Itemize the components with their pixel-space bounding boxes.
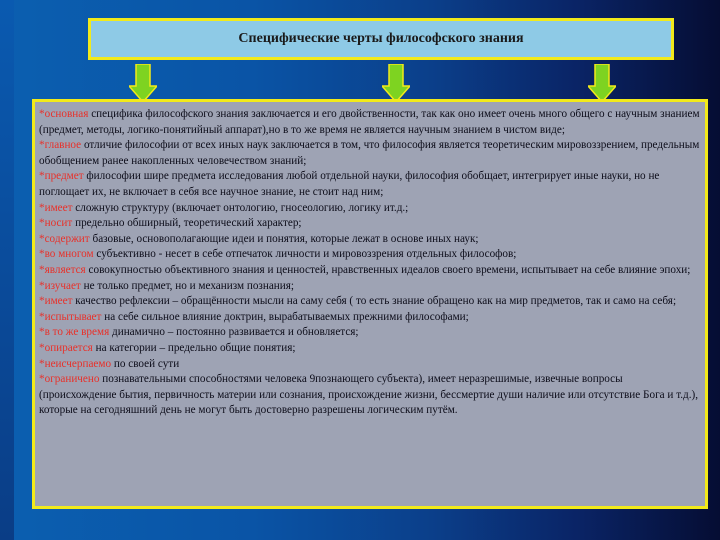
list-item-keyword: *основная [39,108,89,120]
list-item-text: сложную структуру (включает онтологию, гносеологию, логику ит.д.; [72,201,409,214]
list-item-keyword: *является [39,263,86,276]
list-item-keyword: *имеет [39,201,73,214]
list-item-keyword: *испытывает [39,310,102,323]
down-arrow-icon [129,64,157,102]
list-item-keyword: *содержит [39,232,90,245]
list-item [39,310,701,326]
list-item-text: субъективно - несет в себе отпечаток личности и мировоззрения отдельных философов; [93,248,517,261]
list-item [39,169,701,200]
list-item-keyword: *во многом [39,248,94,261]
list-item-keyword: *предмет [39,170,84,183]
list-item [39,341,701,357]
list-item-text: качество рефлексии – обращённости мысли на саму себя ( то есть знание обращено как на мир предметов, так и само на себя; [72,295,677,308]
left-stripe [0,0,14,540]
list-item [39,138,701,169]
list-item [39,357,701,373]
list-item [39,232,701,248]
down-arrow-icon [588,64,616,102]
list-item [39,247,701,263]
list-item-keyword: *в то же время [39,326,110,339]
list-item-text: философии шире предмета исследования любой отдельной науки, философия обобщает, интегрирует иные науки, но не поглощает их, не включает в себя все научное знание, не стоит над ним; [39,170,660,198]
list-item-text: базовые, основополагающие идеи и понятия, которые лежат в основе иных наук; [89,232,479,245]
title-box [88,18,674,60]
down-arrow-icon [382,64,410,102]
content-box [32,99,708,509]
list-item-text: познавательными способностями человека 9познающего субъекта), имеет неразрешимые, извечные вопросы (происхождение бытия, первичность материи или сознания, происхождение жизни, бессмертие души наличие или отсутствие Бога и т.д.), которые на сегодняшний день не могут быть достоверно разрешены логическим путём. [39,373,699,417]
list-item-text: на категории – предельно общие понятия; [92,341,296,354]
list-item [39,263,701,279]
list-item-text: совокупностью объективного знания и ценностей, нравственных идеалов своего времени, испытывает на себе влияние эпохи; [85,263,691,276]
list-item-keyword: *ограничено [39,373,100,386]
list-item-keyword: *изучает [39,279,81,292]
list-item [39,216,701,232]
feature-list [39,107,701,419]
list-item-keyword: *опирается [39,341,93,354]
page-title: Специфические черты философского знания [238,31,524,46]
list-item [39,294,701,310]
list-item [39,279,701,295]
list-item [39,372,701,419]
list-item-keyword: *имеет [39,295,73,308]
list-item-text: не только предмет, но и механизм познания; [80,279,295,292]
list-item-keyword: *носит [39,217,73,230]
list-item-text: предельно обширный, теоретический характер; [72,217,302,230]
list-item-text: динамично – постоянно развивается и обновляется; [109,326,359,339]
list-item-text: на себе сильное влияние доктрин, вырабатываемых прежними философами; [101,310,469,323]
list-item-text: специфика философского знания заключается и его двойственности, так как оно имеет очень много общего с научным знанием (предмет, методы, логико-понятийный аппарат),но в то же время не является научным знанием в чистом виде; [39,108,700,136]
list-item-text: по своей сути [111,357,180,370]
list-item [39,201,701,217]
list-item [39,325,701,341]
list-item-keyword: *главное [39,139,82,152]
list-item-keyword: *неисчерпаемо [39,357,112,370]
list-item-text: отличие философии от всех иных наук заключается в том, что философия является теоретическим мировоззрением, предельным обобщением ранее накопленных человечеством знаний; [39,139,700,167]
list-item [39,107,701,138]
